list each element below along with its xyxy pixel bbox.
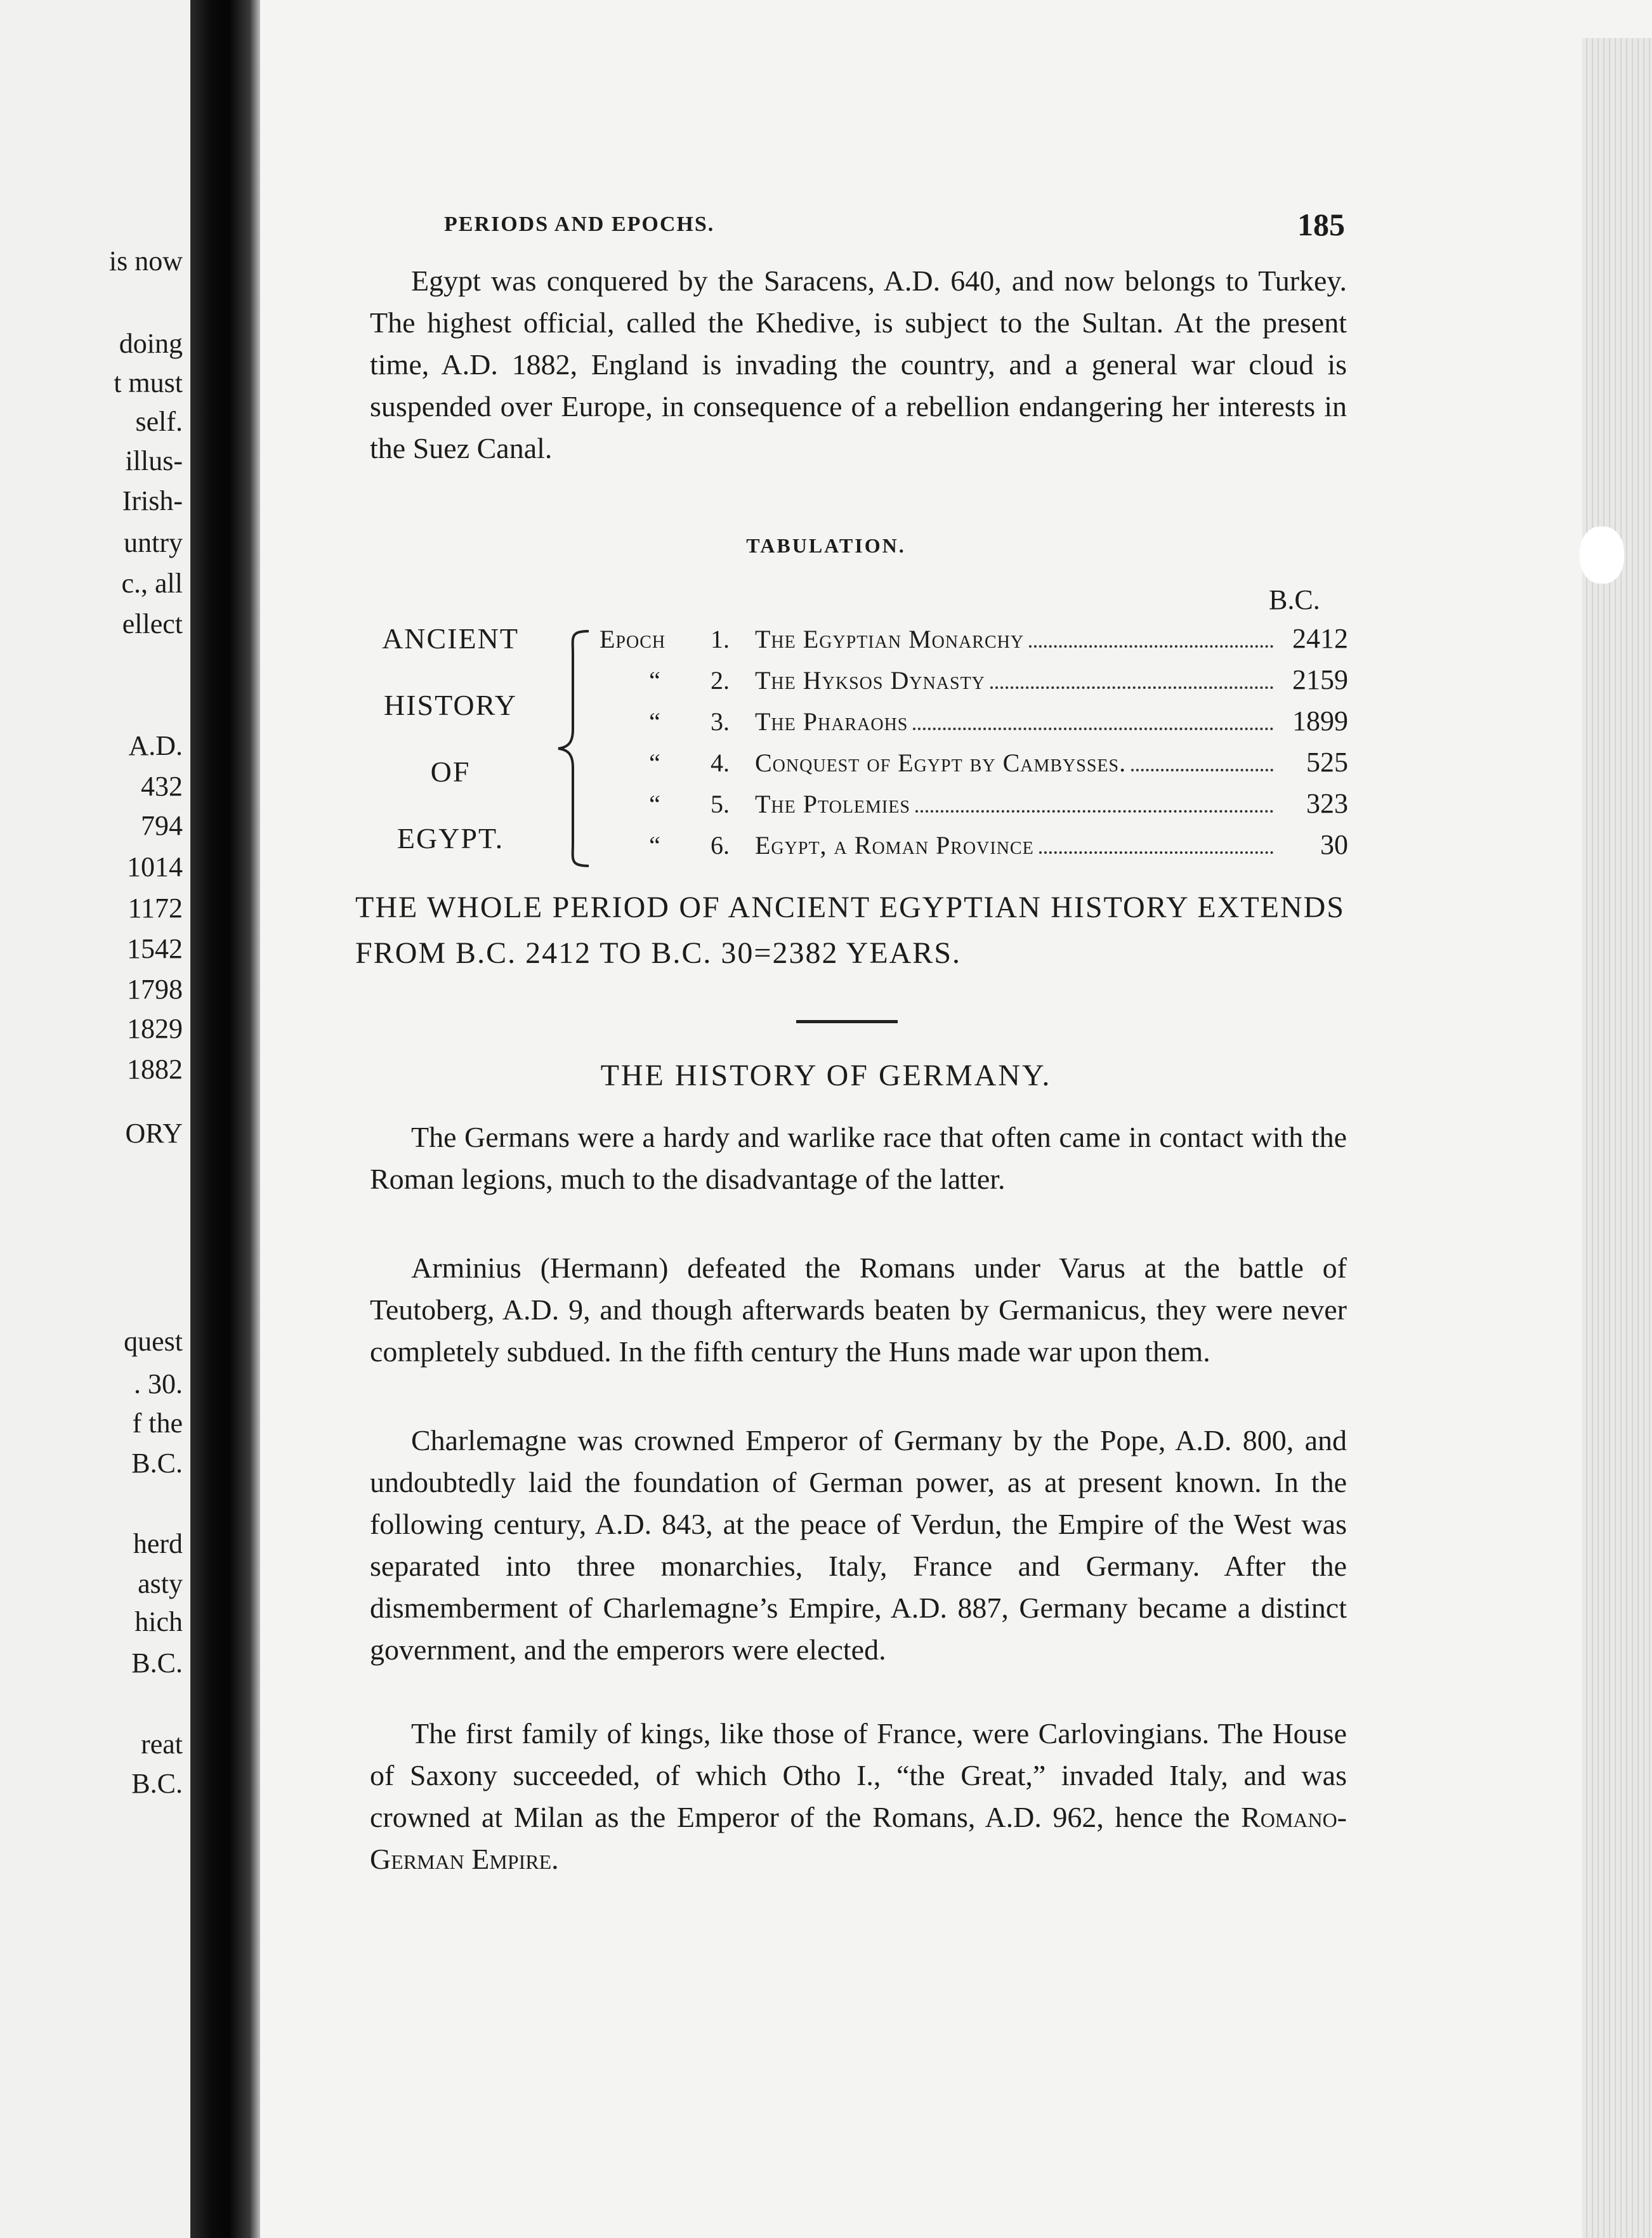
left-page-line: 1014 [127,851,183,882]
left-page-line: self. [135,406,183,437]
epoch-name: The Ptolemies [755,790,910,818]
epoch-year: 1899 [1292,705,1348,736]
left-page-line: herd [133,1528,183,1559]
side-label-egypt: EGYPT. [397,822,504,854]
epoch-number: 6. [711,831,730,860]
running-title: PERIODS AND EPOCHS. [444,213,715,236]
dot-leader [913,728,1273,730]
epoch-number: 2. [711,666,730,695]
germany-paragraph-2: Arminius (Hermann) defeated the Romans under Varus at the battle of Teutoberg, A.D. 9, and though afterwards beaten by Germanicus, they were never completely subdued. In the fifth century the Huns made war upon them. [370,1252,1347,1368]
left-page-line: is now [108,245,183,277]
left-page-line: quest [124,1326,183,1357]
epoch-prefix: “ [649,707,661,736]
intro-paragraph: Egypt was conquered by the Saracens, A.D. 640, and now belongs to Turkey. The highest official, called the Khedive, is subject to the Sultan. At the present time, A.D. 1882, England is invading the country, and a general war cloud is suspended over Europe, in consequence of a rebellion endangering her interests in the Suez Canal. [370,265,1347,464]
tabulation-summary: THE WHOLE PERIOD OF ANCIENT EGYPTIAN HISTORY EXTENDS FROM B.C. 2412 TO B.C. 30=2382 YEARS. [355,891,1345,970]
left-page-line: 1172 [128,893,183,924]
section-divider [796,1020,898,1023]
dot-leader [1029,645,1273,648]
book-gutter [190,0,260,2238]
left-page-line: doing [119,328,183,359]
bc-column-header: B.C. [1269,584,1320,615]
left-page-line: B.C. [131,1647,183,1678]
left-page-line: 1829 [127,1013,183,1044]
dot-leader [1131,769,1273,771]
left-page-line: A.D. [128,730,183,761]
epoch-prefix: “ [649,790,661,818]
left-page-line: illus- [125,445,183,476]
epoch-year: 525 [1306,747,1348,778]
epoch-number: 5. [711,790,730,818]
epoch-row [600,790,1348,818]
tabulation-title: TABULATION. [746,534,906,557]
epoch-row [600,625,1348,653]
germany-paragraph-3: Charlemagne was crowned Emperor of Germany by the Pope, A.D. 800, and undoubtedly laid the foundation of German power, as at present known. In the following century, A.D. 843, at the peace of Verdun, the Empire of the West was separated into three monarchies, Italy, France and Germany. After the dismemberment of Charlemagne’s Empire, A.D. 887, Germany became a distinct government, and the emperors were elected. [370,1424,1347,1666]
left-page-line: c., all [121,568,183,599]
epoch-year: 2159 [1292,664,1348,695]
germany-paragraph-1: The Germans were a hardy and warlike race that often came in contact with the Roman legions, much to the disadvantage of the latter. [370,1121,1347,1195]
dot-leader [915,810,1273,813]
left-page-line: 1882 [127,1054,183,1085]
epoch-row [600,831,1348,859]
left-page-line: ellect [122,608,183,639]
epoch-row [600,707,1348,735]
left-page-line: . 30. [134,1368,183,1399]
left-page-line: reat [141,1729,183,1760]
left-page-line: B.C. [131,1448,183,1479]
epoch-number: 1. [711,625,730,653]
epoch-name: The Pharaohs [755,707,908,736]
dot-leader [990,686,1273,689]
facing-page-left [0,0,190,2238]
curly-brace [544,628,595,869]
epoch-row [600,749,1348,776]
epoch-prefix: “ [649,666,661,695]
epoch-year: 30 [1320,829,1348,860]
page-number: 185 [1297,207,1345,242]
side-label-ancient: ANCIENT [382,622,519,655]
epoch-prefix: “ [649,749,661,777]
left-page-line: Irish- [122,485,183,516]
left-page-line: B.C. [131,1768,183,1799]
epoch-prefix: “ [649,831,661,860]
left-page-line: 432 [141,771,183,802]
epoch-name: The Hyksos Dynasty [755,666,985,695]
page-edge-stack [1582,38,1652,2238]
left-page-line: untry [124,527,183,558]
left-page-line: 1542 [127,933,183,964]
left-page-line: f the [132,1408,183,1439]
side-label-of: OF [430,756,471,788]
left-page-line: 1798 [127,974,183,1005]
epoch-prefix: Epoch [600,625,666,653]
left-page-line: 794 [141,810,183,841]
dot-leader [1039,851,1273,854]
epoch-year: 323 [1306,788,1348,819]
epoch-number: 3. [711,707,730,736]
section-title-germany: THE HISTORY OF GERMANY. [600,1059,1052,1092]
romano-german-empire: Romano-German Empire. [370,1801,1347,1875]
epoch-name: Conquest of Egypt by Cambysses. [755,749,1127,777]
left-page-line: asty [138,1568,183,1599]
left-page-line: hich [134,1606,183,1637]
epoch-name: Egypt, a Roman Province [755,831,1034,860]
left-page-line: ORY [125,1118,183,1149]
epoch-name: The Egyptian Monarchy [755,625,1025,653]
side-label-history: HISTORY [384,689,517,721]
left-page-line: t must [114,367,183,398]
epoch-number: 4. [711,749,730,777]
germany-paragraph-4-text: The first family of kings, like those of France, were Carlovingians. The House of Saxony succeeded, of which Otho I., “the Great,” invaded Italy, and was crowned at Milan as the Emperor of the Romans, A.D. 962, hence the [370,1717,1347,1833]
epoch-row [600,666,1348,694]
germany-paragraph-4 [370,1713,1347,1880]
epoch-year: 2412 [1292,623,1348,654]
